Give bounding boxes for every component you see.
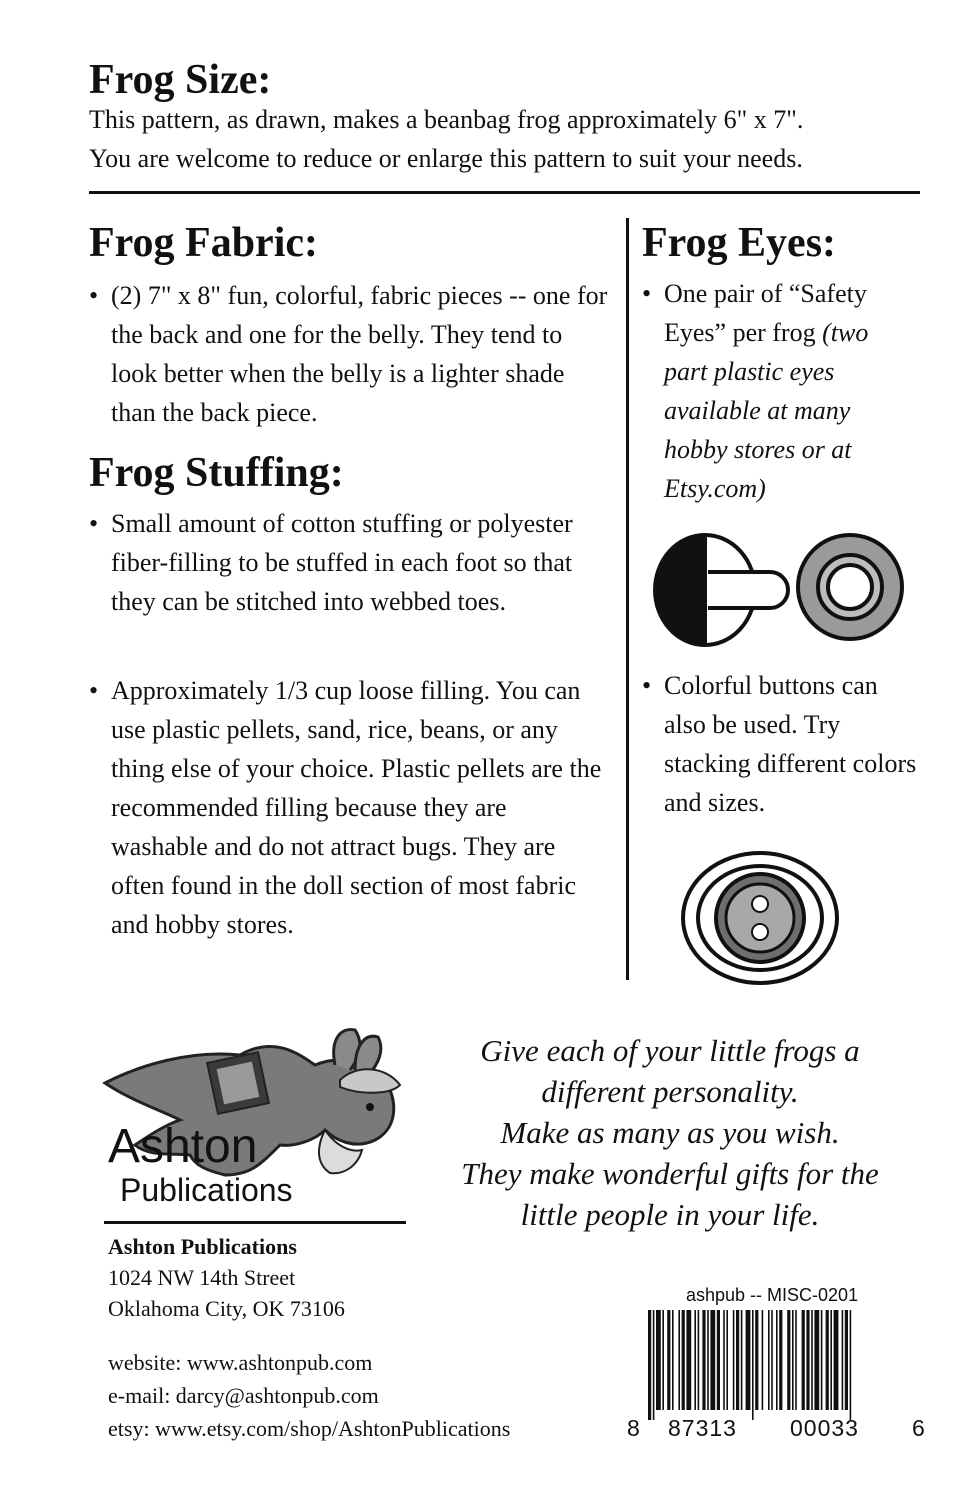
barcode-bar	[710, 1310, 715, 1410]
publisher-street: 1024 NW 14th Street	[108, 1265, 296, 1290]
barcode-bar	[834, 1310, 839, 1410]
column-divider	[626, 218, 629, 980]
barcode-bar	[771, 1310, 773, 1410]
frog-size-line-1: This pattern, as drawn, makes a beanbag frog approximately 6" x 7".	[89, 105, 804, 134]
section-divider	[89, 191, 920, 194]
button-hole-icon	[752, 924, 768, 940]
barcode-bar	[826, 1310, 829, 1410]
barcode-bar	[779, 1310, 782, 1410]
barcode-digit-first: 8	[627, 1415, 640, 1441]
publisher-website-link[interactable]: website: www.ashtonpub.com	[108, 1350, 373, 1375]
barcode-bar	[762, 1310, 764, 1410]
barcode-bar	[733, 1310, 735, 1410]
barcode-bar	[787, 1310, 790, 1410]
barcode-bar	[752, 1310, 754, 1420]
barcode-icon	[648, 1310, 910, 1420]
bullet-dot: •	[89, 509, 99, 538]
publisher-name: Ashton Publications	[108, 1234, 297, 1259]
frog-stuffing-text-2: Approximately 1/3 cup loose filling. You can use plastic pellets, sand, rice, beans, or any thing else of your choice. Plastic pellets are the recommended filling because they are washable and do not attract bugs. They are often found in the doll section of most fabric and hobby stores.	[111, 676, 602, 939]
frog-eyes-text-1-italic: (two part plastic eyes available at many hobby stores or at Etsy.com)	[664, 318, 869, 503]
barcode-bar	[755, 1310, 758, 1410]
safety-eye-illustration	[650, 530, 910, 650]
publisher-email-link[interactable]: e-mail: darcy@ashtonpub.com	[108, 1383, 379, 1408]
tagline-line-5: little people in your life.	[520, 1197, 820, 1232]
bullet-dot: •	[642, 279, 652, 308]
frog-eyes-text-1: One pair of “Safety Eyes” per frog	[664, 279, 867, 347]
barcode-bar	[662, 1310, 664, 1410]
barcode-bar	[795, 1310, 797, 1410]
barcode-bar	[678, 1310, 680, 1410]
frog-fabric-bullet	[89, 276, 614, 436]
frog-stuffing-bullet-1	[89, 504, 609, 664]
bullet-dot: •	[89, 281, 99, 310]
barcode-bar	[672, 1310, 674, 1410]
barcode-bar	[850, 1310, 852, 1420]
logo-text-line-2: Publications	[120, 1172, 293, 1208]
logo-text-line-1: Ashton	[108, 1120, 258, 1173]
frog-size-heading: Frog Size:	[89, 57, 272, 103]
button-hole-icon	[752, 896, 768, 912]
bullet-dot: •	[89, 676, 99, 705]
barcode-bar	[746, 1310, 751, 1410]
barcode-bar	[842, 1310, 844, 1410]
barcode-sku: ashpub -- MISC-0201	[686, 1285, 859, 1305]
barcode-bar	[682, 1310, 685, 1410]
stacked-button-illustration	[680, 850, 840, 986]
barcode-bar	[717, 1310, 720, 1410]
barcode-bar	[811, 1310, 813, 1410]
barcode-bar	[768, 1310, 770, 1410]
barcode-bar	[686, 1310, 691, 1410]
barcode-bar	[802, 1310, 805, 1410]
frog-eyes-text-2: Colorful buttons can also be used. Try stacking different colors and sizes.	[664, 671, 917, 817]
barcode-bar	[698, 1310, 700, 1410]
tagline	[430, 1030, 910, 1235]
frog-eyes-bullet-2	[642, 666, 917, 826]
barcode-bar	[656, 1310, 661, 1410]
publisher-address	[108, 1231, 345, 1324]
barcode-bar	[776, 1310, 778, 1410]
barcode-bar	[694, 1310, 696, 1410]
barcode-bar	[707, 1310, 709, 1410]
barcode-bar	[723, 1310, 725, 1410]
barcode-bar	[845, 1310, 848, 1410]
bullet-dot: •	[642, 671, 652, 700]
barcode-bar	[792, 1310, 794, 1410]
frog-size-line-2: You are welcome to reduce or enlarge this pattern to suit your needs.	[89, 144, 803, 173]
safety-eye-front-view	[798, 535, 902, 639]
frog-eyes-heading: Frog Eyes:	[642, 220, 837, 266]
frog-fabric-text: (2) 7" x 8" fun, colorful, fabric pieces -- one for the back and one for the belly. They tend to look better when the belly is a lighter shade than the back piece.	[111, 281, 608, 427]
barcode-bar	[653, 1310, 655, 1420]
barcode-bar	[821, 1310, 823, 1410]
frog-stuffing-heading: Frog Stuffing:	[89, 450, 344, 496]
barcode-bar	[830, 1310, 832, 1410]
barcode-bar	[741, 1310, 743, 1410]
barcode-bar	[736, 1310, 739, 1410]
publisher-city: Oklahoma City, OK 73106	[108, 1296, 345, 1321]
barcode-group-1: 87313	[668, 1415, 737, 1441]
frog-eyes-bullet-1	[642, 274, 912, 514]
barcode-bar	[726, 1310, 728, 1410]
tagline-line-3: Make as many as you wish.	[500, 1115, 840, 1150]
publisher-etsy-link[interactable]: etsy: www.etsy.com/shop/AshtonPublications	[108, 1416, 511, 1441]
logo-underline	[104, 1221, 406, 1224]
safety-eye-side-view	[655, 535, 788, 645]
frog-stuffing-bullet-2	[89, 671, 609, 991]
barcode-group-2: 00033	[790, 1415, 859, 1441]
barcode-digit-last: 6	[912, 1415, 925, 1441]
frog-fabric-heading: Frog Fabric:	[89, 220, 318, 266]
barcode-bar	[702, 1310, 705, 1410]
barcode-bar	[648, 1310, 651, 1420]
tagline-line-4: They make wonderful gifts for the	[461, 1156, 879, 1191]
barcode-bar	[814, 1310, 819, 1410]
frog-stuffing-text-1: Small amount of cotton stuffing or polyester fiber-filling to be stuffed in each foot so that they can be stitched into webbed toes.	[111, 509, 573, 616]
barcode-bar	[806, 1310, 809, 1410]
tagline-line-1: Give each of your little frogs a	[480, 1033, 860, 1068]
barcode-bar	[667, 1310, 670, 1410]
tagline-line-2: different personality.	[541, 1074, 799, 1109]
publisher-contacts	[108, 1346, 510, 1445]
